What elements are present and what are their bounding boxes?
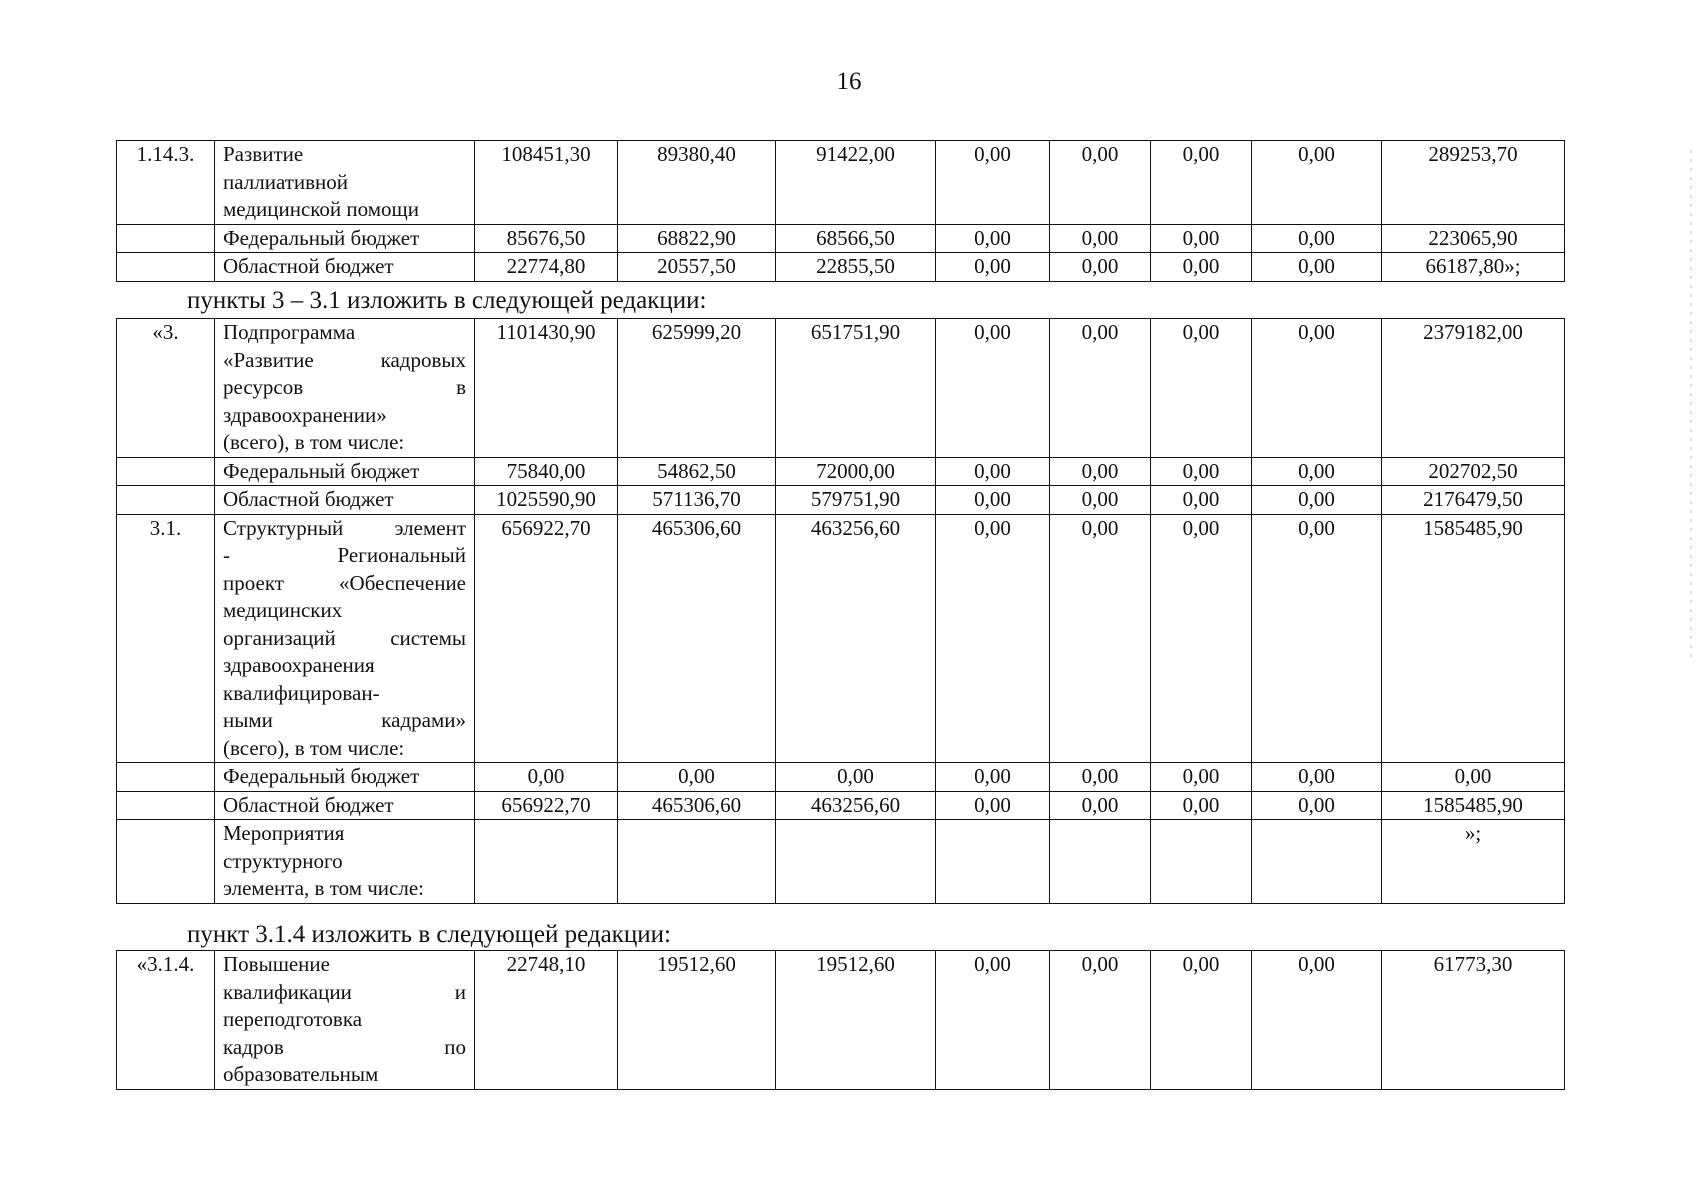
description-line: медицинской помощи (223, 197, 419, 221)
description-line: структурного (223, 848, 343, 873)
value-cell: 0,00 (1151, 253, 1252, 282)
value-cell: 0,00 (1151, 514, 1252, 763)
value-cell: 0,00 (1151, 457, 1252, 486)
row-description-cell (215, 224, 475, 253)
instruction-text-1: пункты 3 – 3.1 изложить в следующей редакции: (187, 287, 707, 314)
value-cell: 61773,30 (1382, 951, 1565, 1090)
value-cell: 0,00 (1050, 763, 1151, 792)
description-line: образовательным (223, 1062, 379, 1086)
row-number-cell: «3.1.4. (117, 951, 215, 1090)
value-cell: 0,00 (1151, 763, 1252, 792)
value-cell: 85676,50 (475, 224, 618, 253)
table-row (117, 514, 1565, 763)
value-cell (1252, 820, 1382, 904)
value-cell: 0,00 (1252, 141, 1382, 225)
value-cell: 0,00 (936, 319, 1050, 458)
value-cell: 0,00 (936, 253, 1050, 282)
value-cell: 2379182,00 (1382, 319, 1565, 458)
value-cell (776, 820, 936, 904)
description-line: - Региональный (223, 543, 466, 567)
value-cell: 68566,50 (776, 224, 936, 253)
table-row (117, 319, 1565, 458)
description-line: переподготовка (223, 1007, 363, 1031)
description-line: Областной бюджет (223, 792, 394, 817)
value-cell: 22855,50 (776, 253, 936, 282)
value-cell: 0,00 (1050, 951, 1151, 1090)
description-line: квалифицирован- (223, 680, 380, 705)
value-cell: 0,00 (1050, 514, 1151, 763)
description-line: Повышение (223, 952, 330, 976)
value-cell: 0,00 (1050, 791, 1151, 820)
value-cell: 202702,50 (1382, 457, 1565, 486)
value-cell: 22774,80 (475, 253, 618, 282)
value-cell: 0,00 (936, 486, 1050, 515)
row-number-cell: «3. (117, 319, 215, 458)
row-description-cell (215, 820, 475, 904)
value-cell: 465306,60 (618, 791, 776, 820)
value-cell: 1025590,90 (475, 486, 618, 515)
value-cell: 0,00 (1050, 319, 1151, 458)
value-cell: »; (1382, 820, 1565, 904)
row-number-cell (117, 820, 215, 904)
description-line: проект «Обеспечение (223, 570, 466, 595)
value-cell: 289253,70 (1382, 141, 1565, 225)
value-cell: 463256,60 (776, 791, 936, 820)
value-cell: 0,00 (936, 141, 1050, 225)
value-cell (618, 820, 776, 904)
row-description-cell (215, 791, 475, 820)
value-cell (936, 820, 1050, 904)
value-cell: 91422,00 (776, 141, 936, 225)
value-cell: 0,00 (1151, 141, 1252, 225)
value-cell: 89380,40 (618, 141, 776, 225)
description-line: Структурный элемент (223, 515, 466, 540)
value-cell: 0,00 (936, 457, 1050, 486)
row-description-cell (215, 253, 475, 282)
value-cell: 0,00 (936, 224, 1050, 253)
row-number-cell (117, 763, 215, 792)
value-cell: 0,00 (936, 951, 1050, 1090)
table-row (117, 224, 1565, 253)
description-line: Федеральный бюджет (223, 458, 420, 483)
value-cell: 0,00 (1252, 951, 1382, 1090)
table-row (117, 820, 1565, 904)
description-line: паллиативной (223, 169, 349, 194)
row-number-cell (117, 486, 215, 515)
value-cell: 0,00 (1050, 253, 1151, 282)
value-cell: 651751,90 (776, 319, 936, 458)
scan-margin-noise (1690, 150, 1692, 660)
value-cell: 20557,50 (618, 253, 776, 282)
value-cell: 0,00 (1252, 486, 1382, 515)
description-line: (всего), в том числе: (223, 430, 405, 454)
value-cell: 0,00 (936, 514, 1050, 763)
value-cell: 0,00 (1050, 486, 1151, 515)
budget-table-2 (116, 318, 1565, 904)
value-cell: 72000,00 (776, 457, 936, 486)
value-cell: 54862,50 (618, 457, 776, 486)
description-line: «Развитие кадровых (223, 347, 466, 372)
value-cell: 0,00 (1151, 951, 1252, 1090)
value-cell: 579751,90 (776, 486, 936, 515)
row-description-cell (215, 763, 475, 792)
value-cell: 625999,20 (618, 319, 776, 458)
value-cell: 1101430,90 (475, 319, 618, 458)
table-row (117, 141, 1565, 225)
value-cell: 0,00 (618, 763, 776, 792)
value-cell: 0,00 (1050, 224, 1151, 253)
value-cell: 68822,90 (618, 224, 776, 253)
description-line: ресурсов в (223, 375, 466, 399)
table-row (117, 791, 1565, 820)
row-number-cell: 1.14.3. (117, 141, 215, 225)
value-cell: 2176479,50 (1382, 486, 1565, 515)
row-number-cell (117, 791, 215, 820)
table-row (117, 253, 1565, 282)
value-cell: 0,00 (1252, 791, 1382, 820)
row-number-cell (117, 224, 215, 253)
description-line: квалификации и (223, 979, 466, 1004)
value-cell: 1585485,90 (1382, 791, 1565, 820)
value-cell: 75840,00 (475, 457, 618, 486)
value-cell: 656922,70 (475, 514, 618, 763)
value-cell: 0,00 (1252, 224, 1382, 253)
value-cell: 0,00 (1151, 486, 1252, 515)
value-cell: 22748,10 (475, 951, 618, 1090)
table-row (117, 951, 1565, 1090)
value-cell (475, 820, 618, 904)
row-description-cell (215, 514, 475, 763)
value-cell: 223065,90 (1382, 224, 1565, 253)
description-line: Областной бюджет (223, 254, 394, 278)
value-cell: 0,00 (1151, 319, 1252, 458)
table-row (117, 486, 1565, 515)
value-cell: 0,00 (776, 763, 936, 792)
description-line: Мероприятия (223, 821, 345, 845)
value-cell: 0,00 (1252, 763, 1382, 792)
value-cell: 1585485,90 (1382, 514, 1565, 763)
description-line: здравоохранении» (223, 402, 387, 427)
page-number: 16 (836, 68, 862, 95)
value-cell: 0,00 (1382, 763, 1565, 792)
value-cell: 0,00 (1252, 253, 1382, 282)
row-description-cell (215, 951, 475, 1090)
value-cell: 465306,60 (618, 514, 776, 763)
value-cell: 66187,80»; (1382, 253, 1565, 282)
value-cell: 0,00 (1050, 457, 1151, 486)
row-description-cell (215, 319, 475, 458)
value-cell (1050, 820, 1151, 904)
value-cell: 0,00 (936, 791, 1050, 820)
value-cell: 19512,60 (618, 951, 776, 1090)
description-line: кадров по (223, 1034, 466, 1059)
description-line: Подпрограмма (223, 320, 356, 344)
value-cell: 0,00 (1252, 319, 1382, 458)
value-cell: 0,00 (1252, 514, 1382, 763)
value-cell: 0,00 (1151, 224, 1252, 253)
description-line: организаций системы (223, 625, 466, 650)
description-line: медицинских (223, 598, 343, 622)
budget-table-1 (116, 140, 1565, 282)
value-cell: 463256,60 (776, 514, 936, 763)
value-cell: 0,00 (1252, 457, 1382, 486)
row-description-cell (215, 457, 475, 486)
value-cell: 571136,70 (618, 486, 776, 515)
row-number-cell (117, 253, 215, 282)
value-cell: 108451,30 (475, 141, 618, 225)
description-line: (всего), в том числе: (223, 735, 405, 760)
value-cell (1151, 820, 1252, 904)
value-cell: 0,00 (1050, 141, 1151, 225)
value-cell: 0,00 (936, 763, 1050, 792)
budget-table-3 (116, 950, 1565, 1090)
instruction-text-2: пункт 3.1.4 изложить в следующей редакции: (187, 921, 671, 948)
description-line: Развитие (223, 142, 304, 166)
description-line: здравоохранения (223, 653, 375, 677)
row-number-cell: 3.1. (117, 514, 215, 763)
row-number-cell (117, 457, 215, 486)
value-cell: 19512,60 (776, 951, 936, 1090)
value-cell: 656922,70 (475, 791, 618, 820)
description-line: Федеральный бюджет (223, 764, 420, 788)
value-cell: 0,00 (475, 763, 618, 792)
table-row (117, 763, 1565, 792)
description-line: ными кадрами» (223, 708, 466, 732)
table-row (117, 457, 1565, 486)
row-description-cell (215, 141, 475, 225)
value-cell: 0,00 (1151, 791, 1252, 820)
description-line: Федеральный бюджет (223, 225, 420, 250)
description-line: Областной бюджет (223, 487, 394, 511)
row-description-cell (215, 486, 475, 515)
description-line: элемента, в том числе: (223, 876, 424, 900)
